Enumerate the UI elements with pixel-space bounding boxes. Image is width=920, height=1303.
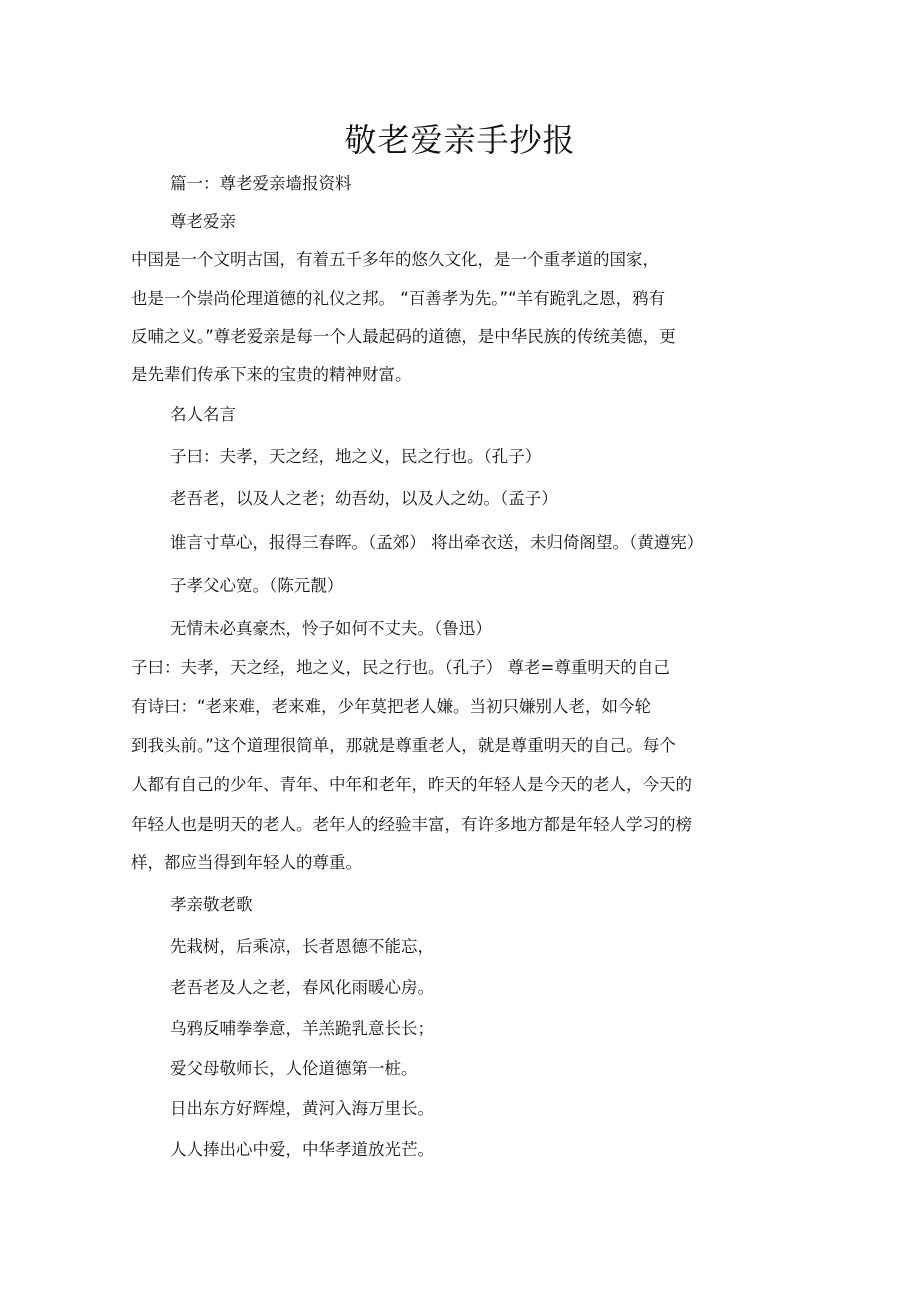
subheading-famous-quotes: 名人名言 bbox=[170, 405, 236, 424]
quote-line: 子孝父心宽。（陈元靓） bbox=[170, 576, 344, 595]
quote-line: 老吾老，以及人之老；幼吾幼，以及人之幼。（孟子） bbox=[170, 489, 558, 508]
paragraph-line: 也是一个崇尚伦理道德的礼仪之邦。 “百善孝为先。”“羊有跪乳之恩，鸦有 bbox=[131, 289, 666, 308]
song-line: 日出东方好辉煌，黄河入海万里长。 bbox=[170, 1099, 434, 1118]
subheading-filial-song: 孝亲敬老歌 bbox=[170, 895, 253, 914]
paragraph-line: 年轻人也是明天的老人。老年人的经验丰富，有许多地方都是年轻人学习的榜 bbox=[131, 815, 692, 834]
song-line: 老吾老及人之老，春风化雨暖心房。 bbox=[170, 978, 434, 997]
document-title: 敬老爱亲手抄报 bbox=[344, 121, 576, 159]
paragraph-line: 到我头前。”这个道理很简单，那就是尊重老人，就是尊重明天的自己。每个 bbox=[131, 736, 676, 755]
quote-line: 无情未必真豪杰，怜子如何不丈夫。（鲁迅） bbox=[170, 619, 492, 638]
paragraph-line: 人都有自己的少年、青年、中年和老年，昨天的年轻人是今天的老人，今天的 bbox=[131, 775, 692, 794]
song-line: 乌鸦反哺拳拳意，羊羔跪乳意长长； bbox=[170, 1019, 434, 1038]
paragraph-line: 中国是一个文明古国，有着五千多年的悠久文化，是一个重孝道的国家， bbox=[131, 250, 659, 269]
paragraph-line: 样，都应当得到年轻人的尊重。 bbox=[131, 853, 362, 872]
paragraph-line: 反哺之义。”尊老爱亲是每一个人最起码的道德，是中华民族的传统美德，更 bbox=[131, 327, 676, 346]
paragraph-line: 子曰：夫孝，天之经，地之义，民之行也。（孔子） 尊老=尊重明天的自己 bbox=[131, 658, 670, 677]
section-heading-part-one: 篇一：尊老爱亲墙报资料 bbox=[170, 174, 352, 193]
paragraph-line: 有诗曰：“老来难，老来难，少年莫把老人嫌。当初只嫌别人老，如今轮 bbox=[131, 697, 652, 716]
song-line: 人人捧出心中爱，中华孝道放光芒。 bbox=[170, 1140, 434, 1159]
song-line: 爱父母敬师长，人伦道德第一桩。 bbox=[170, 1059, 418, 1078]
song-line: 先栽树，后乘凉，长者恩德不能忘， bbox=[170, 937, 434, 956]
paragraph-line: 是先辈们传承下来的宝贵的精神财富。 bbox=[131, 365, 412, 384]
subheading-respect-elders: 尊老爱亲 bbox=[170, 212, 236, 231]
quote-line: 子曰：夫孝，天之经，地之义，民之行也。（孔子） bbox=[170, 447, 542, 466]
quote-line: 谁言寸草心，报得三春晖。（孟郊） 将出牵衣送，未归倚阁望。（黄遵宪） bbox=[170, 533, 704, 552]
